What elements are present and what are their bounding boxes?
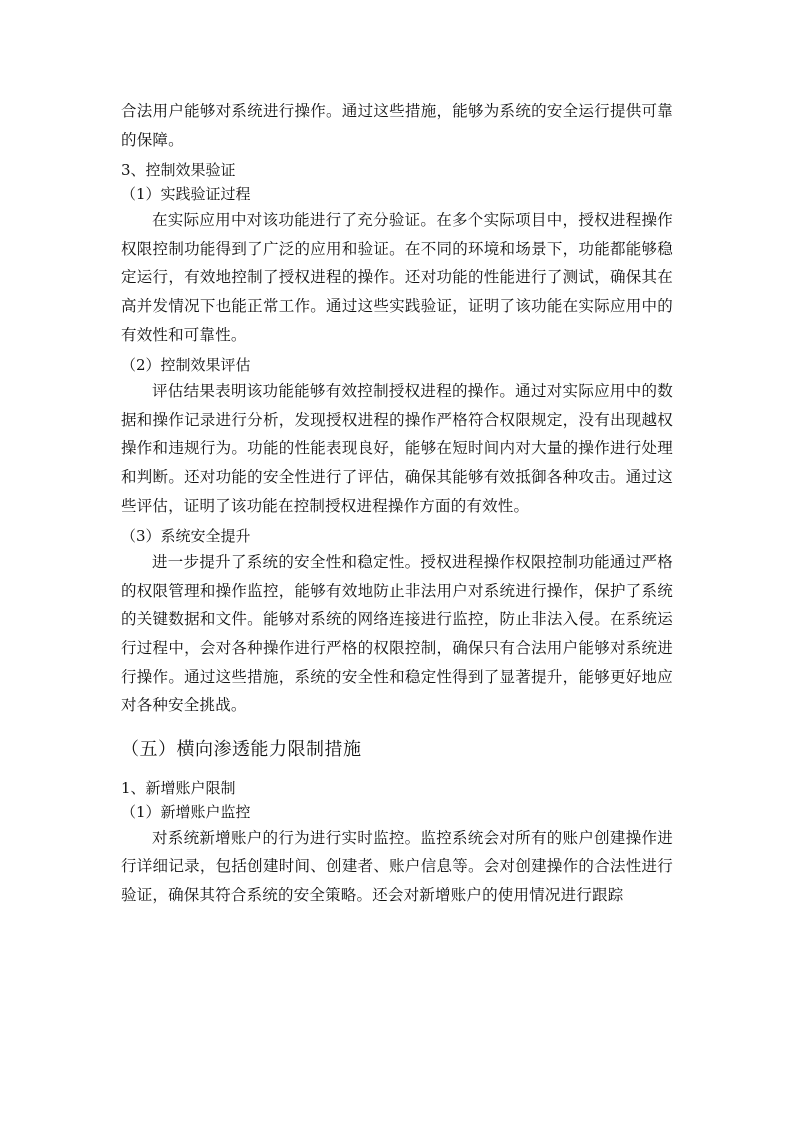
chapter-heading-lateral-movement: （五）横向渗透能力限制措施 [121,738,362,760]
subsection-heading-new-account-monitoring: （1）新增账户监控 [121,802,251,821]
section-heading-control-effect-verification: 3、控制效果验证 [121,161,236,180]
subsection-heading-security-improvement: （3）系统安全提升 [121,527,251,546]
paragraph-practice-verification: 在实际应用中对该功能进行了充分验证。在多个实际项目中，授权进程操作权限控制功能得到了广泛的应用和验证。在不同的环境和场景下，功能都能够稳定运行，有效地控制了授权进程的操作。还对功能的性能进行了测试，确保其在高并发情况下也能正常工作。通过这些实践验证，证明了该功能在实际应用中的有效性和可靠性。 [121,211,673,344]
section-heading-new-account-restriction: 1、新增账户限制 [121,778,236,797]
paragraph-new-account-monitoring: 对系统新增账户的行为进行实时监控。监控系统会对所有的账户创建操作进行详细记录，包括创建时间、创建者、账户信息等。会对创建操作的合法性进行验证，确保其符合系统的安全策略。还会对新增账户的使用情况进行跟踪 [121,828,673,904]
subsection-heading-practice-verification: （1）实践验证过程 [121,185,251,204]
continuation-paragraph: 合法用户能够对系统进行操作。通过这些措施，能够为系统的安全运行提供可靠的保障。 [121,102,673,149]
paragraph-security-improvement: 进一步提升了系统的安全性和稳定性。授权进程操作权限控制功能通过严格的权限管理和操作监控，能够有效地防止非法用户对系统进行操作，保护了系统的关键数据和文件。能够对系统的网络连接进行监控，防止非法入侵。在系统运行过程中，会对各种操作进行严格的权限控制，确保只有合法用户能够对系统进行操作。通过这些措施，系统的安全性和稳定性得到了显著提升，能够更好地应对各种安全挑战。 [121,553,673,715]
subsection-heading-effect-evaluation: （2）控制效果评估 [121,356,251,375]
document-body [121,97,673,909]
paragraph-effect-evaluation: 评估结果表明该功能能够有效控制授权进程的操作。通过对实际应用中的数据和操作记录进行分析，发现授权进程的操作严格符合权限规定，没有出现越权操作和违规行为。功能的性能表现良好，能够在短时间内对大量的操作进行处理和判断。还对功能的安全性进行了评估，确保其能够有效抵御各种攻击。通过这些评估，证明了该功能在控制授权进程操作方面的有效性。 [121,382,673,515]
